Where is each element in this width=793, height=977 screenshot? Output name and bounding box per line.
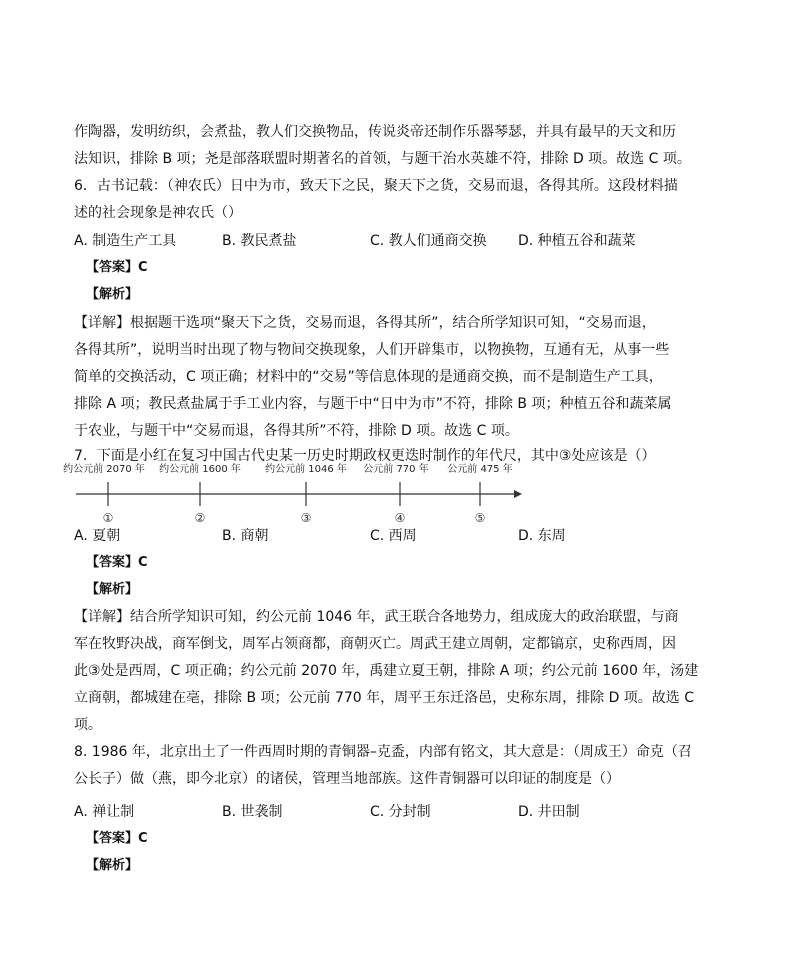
timeline-marker: ⑤ <box>474 511 486 525</box>
timeline-date-label: 约公元前 1600 年 <box>159 464 241 475</box>
timeline-marker: ② <box>194 511 206 525</box>
question-8-answer: 【答案】C <box>86 831 148 846</box>
question-7-detail-line: 立商朝，都城建在亳，排除 B 项；公元前 770 年，周平王东迁洛邑，史称东周，排除 D 项。故选 C <box>74 690 695 706</box>
timeline-arrow-icon <box>514 490 522 498</box>
question-6-analysis-label: 【解析】 <box>86 287 139 302</box>
question-7-detail-line: 军在牧野决战，商军倒戈，周军占领商都，商朝灭亡。周武王建立周朝，定都镐京，史称西周，因 <box>74 636 676 652</box>
question-7-option-a: A. 夏朝 <box>74 528 121 544</box>
question-6-answer: 【答案】C <box>86 260 148 275</box>
question-6-stem: 6．古书记载：（神农氏）日中为市，致天下之民，聚天下之货，交易而退，各得其所。这段材料描 <box>74 178 678 194</box>
question-6-option-a: A. 制造生产工具 <box>74 233 177 249</box>
question-7-detail-line: 项。 <box>74 717 102 733</box>
question-7-analysis-label: 【解析】 <box>86 582 139 597</box>
question-6-detail-line: 【详解】根据题干选项“聚天下之货，交易而退，各得其所”，结合所学知识可知，“交易而退， <box>74 315 656 331</box>
question-8-option-a: A. 禅让制 <box>74 804 135 820</box>
timeline-marker: ④ <box>394 511 406 525</box>
question-6-option-d: D. 种植五谷和蔬菜 <box>518 233 636 249</box>
question-7-option-b: B. 商朝 <box>222 528 269 544</box>
question-8-stem: 公长子）做（燕，即今北京）的诸侯，管理当地部族。这件青铜器可以印证的制度是（） <box>74 771 620 787</box>
question-6-option-c: C. 教人们通商交换 <box>370 233 487 249</box>
question-8-stem: 8. 1986 年，北京出土了一件西周时期的青铜器–克盉，内部有铭文，其大意是：（周成王）命克（召 <box>74 744 692 760</box>
question-7-stem: 7．下面是小红在复习中国古代史某一历史时期政权更迭时制作的年代尺，其中③处应该是（） <box>74 448 656 464</box>
timeline-date-label: 约公元前 1046 年 <box>265 464 347 475</box>
question-8-option-b: B. 世袭制 <box>222 804 283 820</box>
question-6-detail-line: 各得其所”，说明当时出现了物与物间交换现象，人们开辟集市，以物换物，互通有无，从事一些 <box>74 342 670 358</box>
prev-explanation-line: 作陶器，发明纺织，会煮盐，教人们交换物品，传说炎帝还制作乐器琴瑟，并具有最早的天文和历 <box>74 124 676 140</box>
question-7-detail-line: 【详解】结合所学知识可知，约公元前 1046 年，武王联合各地势力，组成庞大的政治联盟，与商 <box>74 609 679 625</box>
question-7-answer: 【答案】C <box>86 555 148 570</box>
question-6-option-b: B. 教民煮盐 <box>222 233 297 249</box>
timeline-date-label: 公元前 475 年 <box>447 464 513 475</box>
question-7-detail-line: 此③处是西周，C 项正确；约公元前 2070 年，禹建立夏王朝，排除 A 项；约公元前 1600 年，汤建 <box>74 663 699 679</box>
question-6-stem: 述的社会现象是神农氏（） <box>74 205 242 221</box>
timeline-marker: ① <box>102 511 114 525</box>
question-6-detail-line: 于农业，与题干中“交易而退，各得其所”不符，排除 D 项。故选 C 项。 <box>74 423 519 439</box>
question-8-option-c: C. 分封制 <box>370 804 431 820</box>
question-7-option-d: D. 东周 <box>518 528 566 544</box>
timeline-date-label: 公元前 770 年 <box>363 464 429 475</box>
question-8-analysis-label: 【解析】 <box>86 858 139 873</box>
timeline-marker: ③ <box>300 511 312 525</box>
question-8-option-d: D. 井田制 <box>518 804 580 820</box>
prev-explanation-line: 法知识，排除 B 项；尧是部落联盟时期著名的首领，与题干治水英雄不符，排除 D 项。故选 C 项。 <box>74 151 691 167</box>
question-7-option-c: C. 西周 <box>370 528 417 544</box>
timeline-figure <box>63 460 534 528</box>
question-6-detail-line: 简单的交换活动，C 项正确；材料中的“交易”等信息体现的是通商交换，而不是制造生产工具， <box>74 369 663 385</box>
timeline-date-label: 约公元前 2070 年 <box>63 464 145 475</box>
question-6-detail-line: 排除 A 项；教民煮盐属于手工业内容，与题干中“日中为市”不符，排除 B 项；种植五谷和蔬菜属 <box>74 396 672 412</box>
